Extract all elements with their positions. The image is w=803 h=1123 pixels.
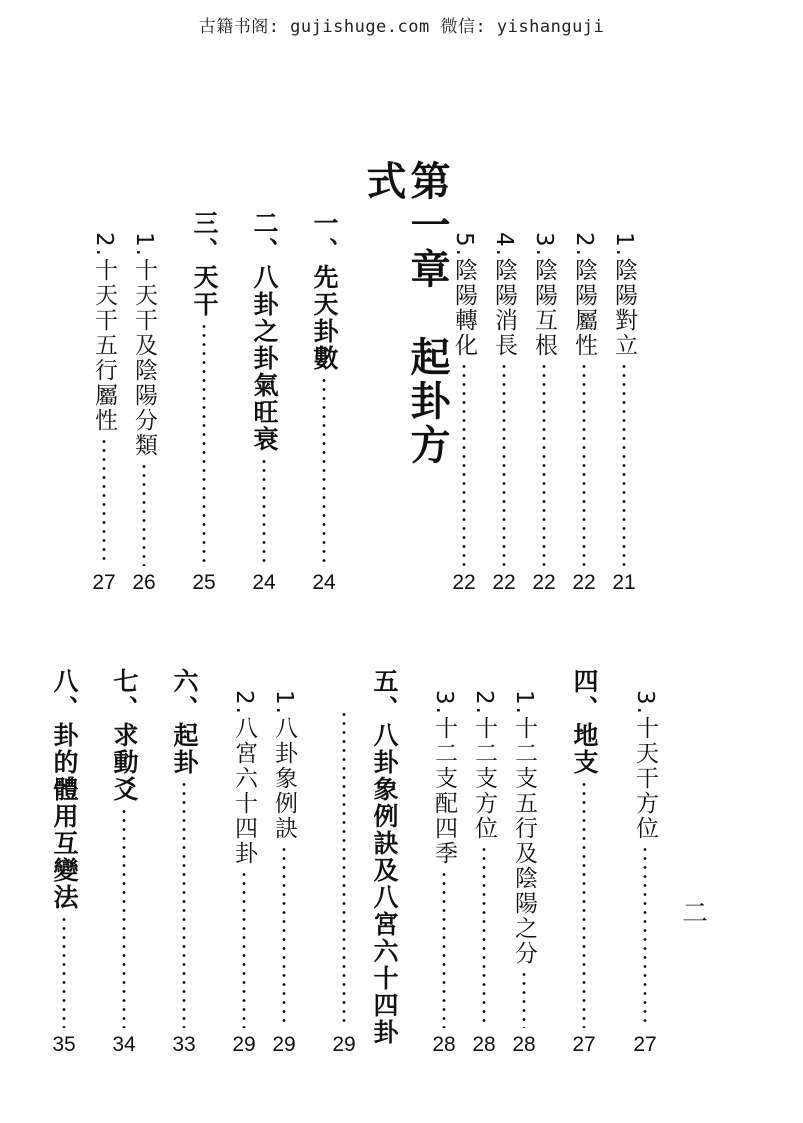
toc-entry-label: 2.十二支方位 bbox=[471, 690, 497, 841]
toc-entry[interactable] bbox=[126, 232, 162, 594]
dot-leader bbox=[542, 362, 546, 566]
dot-leader bbox=[122, 807, 126, 1028]
dot-leader bbox=[643, 845, 647, 1028]
toc-entry[interactable] bbox=[606, 232, 642, 594]
toc-page-number: 29 bbox=[272, 1033, 296, 1056]
toc-page-number: 26 bbox=[132, 571, 156, 594]
dot-leader bbox=[202, 322, 206, 566]
toc-entry-label: 二、八卦之卦氣旺衰 bbox=[250, 210, 279, 453]
toc-entry[interactable] bbox=[526, 232, 562, 594]
toc-entry-label: 六、起卦 bbox=[170, 668, 199, 776]
dot-leader bbox=[462, 362, 466, 566]
toc-entry[interactable] bbox=[186, 210, 222, 594]
toc-entry-label: 五、八卦象例訣及八宮六十四卦 bbox=[370, 668, 399, 1046]
toc-page-number: 22 bbox=[572, 571, 596, 594]
chapter-title: 第一章 起卦方式 bbox=[360, 160, 450, 468]
toc-entry[interactable] bbox=[106, 668, 142, 1056]
toc-entry-label: 一、先天卦數 bbox=[310, 210, 339, 372]
toc-page-number: 25 bbox=[192, 571, 216, 594]
toc-entry[interactable] bbox=[266, 690, 302, 1056]
toc-entry-label: 4.陰陽消長 bbox=[491, 232, 517, 358]
toc-page-number: 35 bbox=[52, 1033, 76, 1056]
toc-entry[interactable] bbox=[486, 232, 522, 594]
dot-leader bbox=[342, 710, 346, 1028]
toc-page-number: 22 bbox=[532, 571, 556, 594]
toc-page-number: 24 bbox=[252, 571, 276, 594]
site-header: 古籍书阁: gujishuge.com 微信: yishanguji bbox=[198, 17, 605, 37]
dot-leader bbox=[182, 780, 186, 1028]
toc-page-number: 22 bbox=[452, 571, 476, 594]
toc-entry-label: 1.陰陽對立 bbox=[611, 232, 637, 358]
dot-leader bbox=[502, 362, 506, 566]
toc-page-number: 22 bbox=[492, 571, 516, 594]
page-folio: 二 bbox=[682, 899, 709, 929]
dot-leader bbox=[622, 362, 626, 566]
toc-entry[interactable] bbox=[566, 232, 602, 594]
toc-entry[interactable] bbox=[166, 668, 202, 1056]
toc-page-number: 34 bbox=[112, 1033, 136, 1056]
toc-entry[interactable] bbox=[506, 690, 542, 1056]
dot-leader bbox=[522, 970, 526, 1028]
dot-leader bbox=[582, 362, 586, 566]
toc-page-number: 27 bbox=[92, 571, 116, 594]
toc-entry-label: 八、卦的體用互變法 bbox=[50, 668, 79, 911]
dot-leader bbox=[142, 462, 146, 566]
toc-entry-label: 5.陰陽轉化 bbox=[451, 232, 477, 358]
dot-leader bbox=[322, 376, 326, 566]
toc-entry-label: 3.十天干方位 bbox=[632, 690, 658, 841]
toc-entry-label: 2.八宮六十四卦 bbox=[231, 690, 257, 866]
toc-page-number: 28 bbox=[472, 1033, 496, 1056]
dot-leader bbox=[582, 780, 586, 1028]
toc-entry[interactable] bbox=[446, 232, 482, 594]
toc-page-number: 29 bbox=[332, 1033, 356, 1056]
toc-entry[interactable] bbox=[86, 232, 122, 594]
toc-entry-label: 2.十天干五行屬性 bbox=[91, 232, 117, 433]
toc-entry-label: 3.十二支配四季 bbox=[431, 690, 457, 866]
toc-page-number: 28 bbox=[432, 1033, 456, 1056]
toc-entry-label: 1.十天干及陰陽分類 bbox=[131, 232, 157, 458]
dot-leader bbox=[62, 915, 66, 1028]
dot-leader bbox=[442, 870, 446, 1028]
toc-entry[interactable] bbox=[366, 668, 402, 1056]
toc-page-number: 33 bbox=[172, 1033, 196, 1056]
dot-leader bbox=[482, 845, 486, 1028]
toc-entry[interactable] bbox=[246, 210, 282, 594]
toc-page-number: 27 bbox=[633, 1033, 657, 1056]
dot-leader bbox=[262, 457, 266, 566]
toc-entry-label: 1.八卦象例訣 bbox=[271, 690, 297, 841]
toc-entry[interactable] bbox=[566, 668, 602, 1056]
toc-entry[interactable] bbox=[306, 210, 342, 594]
toc-page-number: 27 bbox=[572, 1033, 596, 1056]
toc-page-number: 24 bbox=[312, 571, 336, 594]
toc-page-number: 28 bbox=[512, 1033, 536, 1056]
toc-entry[interactable] bbox=[627, 690, 663, 1056]
toc-entry-label: 2.陰陽屬性 bbox=[571, 232, 597, 358]
toc-entry[interactable] bbox=[46, 668, 82, 1056]
toc-entry-label: 四、地支 bbox=[570, 668, 599, 776]
toc-entry[interactable] bbox=[466, 690, 502, 1056]
dot-leader bbox=[242, 870, 246, 1028]
toc-entry[interactable] bbox=[226, 690, 262, 1056]
toc-entry-label: 三、天干 bbox=[190, 210, 219, 318]
dot-leader bbox=[102, 437, 106, 566]
toc-page-number: 29 bbox=[232, 1033, 256, 1056]
toc-entry-label: 七、求動爻 bbox=[110, 668, 139, 803]
toc-page-number: 21 bbox=[612, 571, 636, 594]
dot-leader bbox=[282, 845, 286, 1028]
toc-entry[interactable] bbox=[326, 706, 362, 1056]
toc-entry-label: 1.十二支五行及陰陽之分 bbox=[511, 690, 537, 966]
toc-entry[interactable] bbox=[426, 690, 462, 1056]
toc-entry-label: 3.陰陽互根 bbox=[531, 232, 557, 358]
